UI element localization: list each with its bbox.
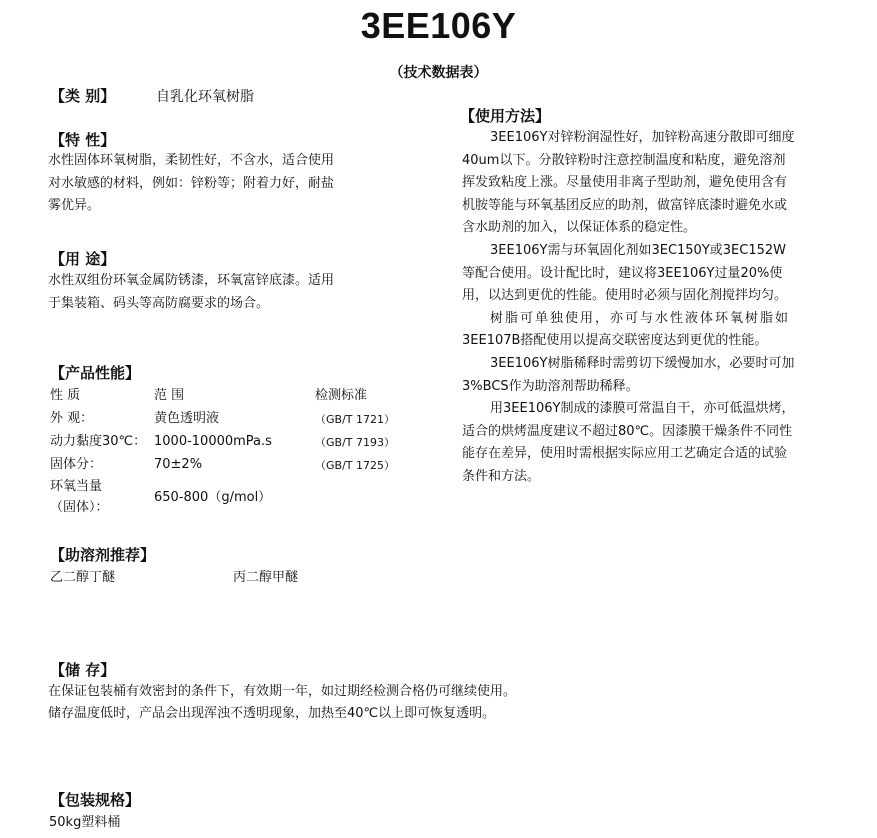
usage-line: 机胺等能与环氧基团反应的助剂，做富锌底漆时避免水或 [462,197,788,213]
usage-line: 能存在差异，使用时需根据实际应用工艺确定合适的试验 [462,446,788,462]
storage-line: 储存温度低时，产品会出现浑浊不透明现象，加热至40℃以上即可恢复透明。 [48,706,496,721]
cosolvent-item: 丙二醇甲醚 [233,570,299,585]
usage-line: 挥发致粘度上涨。尽量使用非离子型助剂，避免使用含有 [462,175,788,191]
storage-line: 在保证包装桶有效密封的条件下，有效期一年，如过期经检测合格仍可继续使用。 [48,684,517,699]
applications-text [48,270,334,315]
usage-line: 适合的烘烤温度建议不超过80℃。因漆膜干燥条件不同性 [462,423,793,439]
applications-heading: 【用 途】 [50,250,116,268]
category-value: 自乳化环氧树脂 [156,89,254,105]
usage-line: 3EE106Y需与环氧固化剂如3EC150Y或3EC152W [490,242,786,258]
usage-line: 等配合使用。设计配比时，建议将3EE106Y过量20%使 [462,265,783,281]
perf-row-range: 650-800（g/mol） [154,490,272,505]
applications-line: 水性双组份环氧金属防锈漆，环氧富锌底漆。适用 [48,273,335,288]
perf-row-range: 1000-10000mPa.s [154,434,272,449]
usage-line: 3EE106Y树脂稀释时需剪切下缓慢加水，必要时可加 [490,355,795,371]
category-heading: 【类 别】 [50,87,116,105]
performance-heading: 【产品性能】 [50,364,141,382]
usage-text [462,127,794,489]
usage-line: 含水助剂的加入，以保证体系的稳定性。 [462,220,697,236]
storage-heading: 【储 存】 [50,661,116,679]
properties-heading: 【特 性】 [50,131,116,149]
col-header-property: 性 质 [50,388,81,403]
cosolvents-heading: 【助溶剂推荐】 [50,546,156,564]
col-header-standard: 检测标准 [315,388,368,403]
usage-line: 树脂可单独使用，亦可与水性液体环氧树脂如 [490,310,791,326]
storage-text [48,681,516,725]
col-header-range: 范 围 [154,388,185,403]
document-title: 3EE106Y [360,5,517,46]
perf-row-standard: （GB/T 1725） [315,459,395,472]
packaging-value: 50kg塑料桶 [49,815,121,830]
cosolvent-item: 乙二醇丁醚 [50,570,116,585]
perf-row-property: 环氧当量 [50,479,103,494]
usage-line: 3%BCS作为助溶剂帮助稀释。 [462,378,639,394]
usage-line: 3EE106Y对锌粉润湿性好，加锌粉高速分散即可细度 [490,130,795,145]
applications-line: 于集装箱、码头等高防腐要求的场合。 [48,295,270,311]
usage-line: 3EE107B搭配使用以提高交联密度达到更优的性能。 [462,333,768,349]
usage-heading: 【使用方法】 [460,107,551,125]
usage-line: 40um以下。分散锌粉时注意控制温度和粘度，避免溶剂 [462,152,786,168]
properties-line: 雾优异。 [48,198,101,214]
perf-row-property: 外 观： [50,411,94,426]
usage-line: 条件和方法。 [462,468,541,484]
usage-line: 用3EE106Y制成的漆膜可常温自干，亦可低温烘烤， [490,401,795,417]
perf-row-range: 70±2% [154,457,203,472]
usage-line: 用，以达到更优的性能。使用时必须与固化剂搅拌均匀。 [462,288,788,304]
properties-text [48,150,334,218]
perf-row-standard: （GB/T 7193） [315,436,395,449]
perf-row-property: 固体分： [50,457,103,472]
perf-row-property: （固体）： [50,500,109,515]
packaging-heading: 【包装规格】 [50,791,141,809]
document-subtitle: （技术数据表） [389,65,488,81]
properties-line: 对水敏感的材料，例如：锌粉等；附着力好，耐盐 [48,175,335,191]
perf-row-range: 黄色透明液 [154,411,220,426]
properties-line: 水性固体环氧树脂，柔韧性好，不含水，适合使用 [48,153,335,168]
perf-row-property: 动力黏度30℃： [50,434,147,449]
perf-row-standard: （GB/T 1721） [315,413,395,426]
